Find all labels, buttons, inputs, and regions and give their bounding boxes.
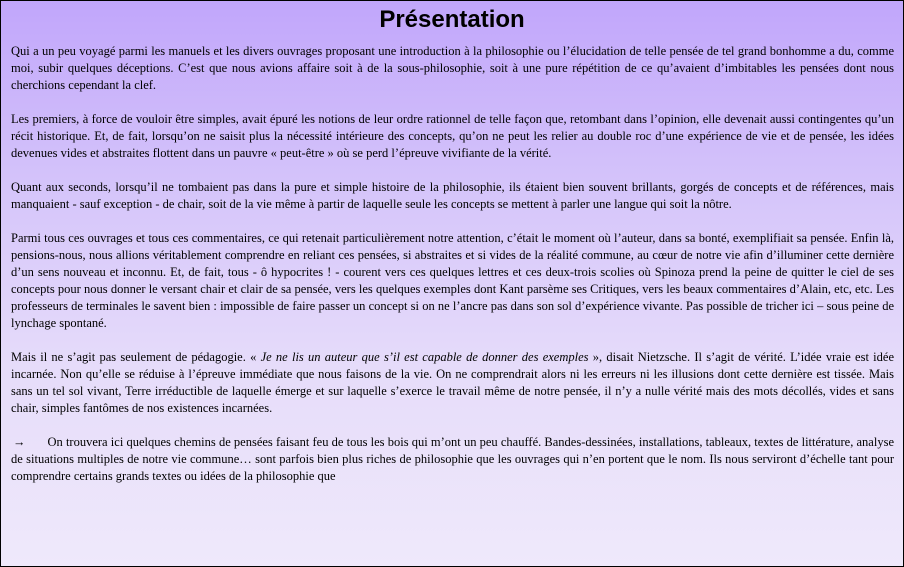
paragraph-5 [11,349,894,417]
paragraph-5-intro: Mais il ne s’agit pas seulement de pédagogie. « [11,350,261,364]
paragraph-6 [11,434,894,485]
paragraph-2: Les premiers, à force de vouloir être simples, avait épuré les notions de leur ordre rationnel de telle façon que, retombant dans l’opinion, elle devenait aussi contingentes qu’un récit historique. Et, de fait, lorsqu’on ne saisit plus la nécessité intérieure des concepts, qu’on ne peut les relier au double roc d’une expérience de vie et de pensée, les idées devenues vides et abstraites flottent dans un pauvre « peut-être » où se perd l’épreuve vivifiante de la vérité. [11,112,894,160]
paragraph-1: Qui a un peu voyagé parmi les manuels et les divers ouvrages proposant une introduction à la philosophie ou l’élucidation de telle pensée de tel grand bonhomme a du, comme moi, subir quelques déceptions. C’est que nous avions affaire soit à de la sous-philosophie, soit à une pure répétition de ce qu’avaient d’imbitables les pensées dont nous cherchions cependant la clef. [11,44,894,92]
right-arrow-icon: → [13,435,26,449]
nietzsche-quote: Je ne lis un auteur que s’il est capable de donner des exemples [260,350,589,364]
paragraph-3: Quant aux seconds, lorsqu’il ne tombaient pas dans la pure et simple histoire de la philosophie, ils étaient bien souvent brillants, gorgés de concepts et de références, mais manquaient - sauf exception - de chair, soit de la vie même à partir de laquelle seule les concepts se mettent à parler une langue qui soit la nôtre. [11,180,894,211]
paragraph-6-text: On trouvera ici quelques chemins de pensées faisant feu de tous les bois qui m’ont un peu chauffé. Bandes-dessinées, installations, tableaux, textes de littérature, analyse de situations multiples de notre vie commune… sont parfois bien plus riches de philosophie que les ouvrages qui n’en portent que le nom. Ils nous serviront d’échelle tant pour comprendre certains grands textes ou idées de la philosophie que [11,435,894,483]
paragraph-4: Parmi tous ces ouvrages et tous ces commentaires, ce qui retenait particulièrement notre attention, c’était le moment où l’auteur, dans sa bonté, exemplifiait sa pensée. Enfin là, pensions-nous, nous allions véritablement comprendre en reliant ces pensées, si abstraites et si vides de la réalité commune, au cœur de notre vie afin d’illuminer cette dernière d’un sens nouveau et inconnu. Et, de fait, tous - ô hypocrites ! - courent vers ces quelques lettres et ces deux-trois scolies où Spinoza prend la peine de quitter le ciel de ses concepts pour nous donner le versant chair et clair de sa pensée, vers les quelques exemples dont Kant parsème ses Critiques, vers les beaux commentaires d’Alain, etc, etc. Les professeurs de terminales le savent bien : impossible de faire passer un concept si on ne l’ancre pas dans son sol d’expérience vivante. Pas possible de tricher ici – sous peine de lynchage spontané. [11,231,894,330]
paragraph-5-rest: », disait Nietzsche. Il s’agit de vérité. L’idée vraie est idée incarnée. Non qu’elle se réduise à l’épreuve immédiate que nous faisons de la vie. On ne comprendrait alors ni les erreurs ni les illusions dont cette dernière est tissée. Mais sans un tel sol vivant, Terre irréductible de laquelle émerge et sur laquelle s’exerce le travail même de notre pensée, il n’y a nulle vérité mais des mots décollés, vides et sans chair, simples fantômes de nos existences incarnées. [11,350,894,415]
page-title: Présentation [379,6,525,33]
body-text [11,43,894,485]
